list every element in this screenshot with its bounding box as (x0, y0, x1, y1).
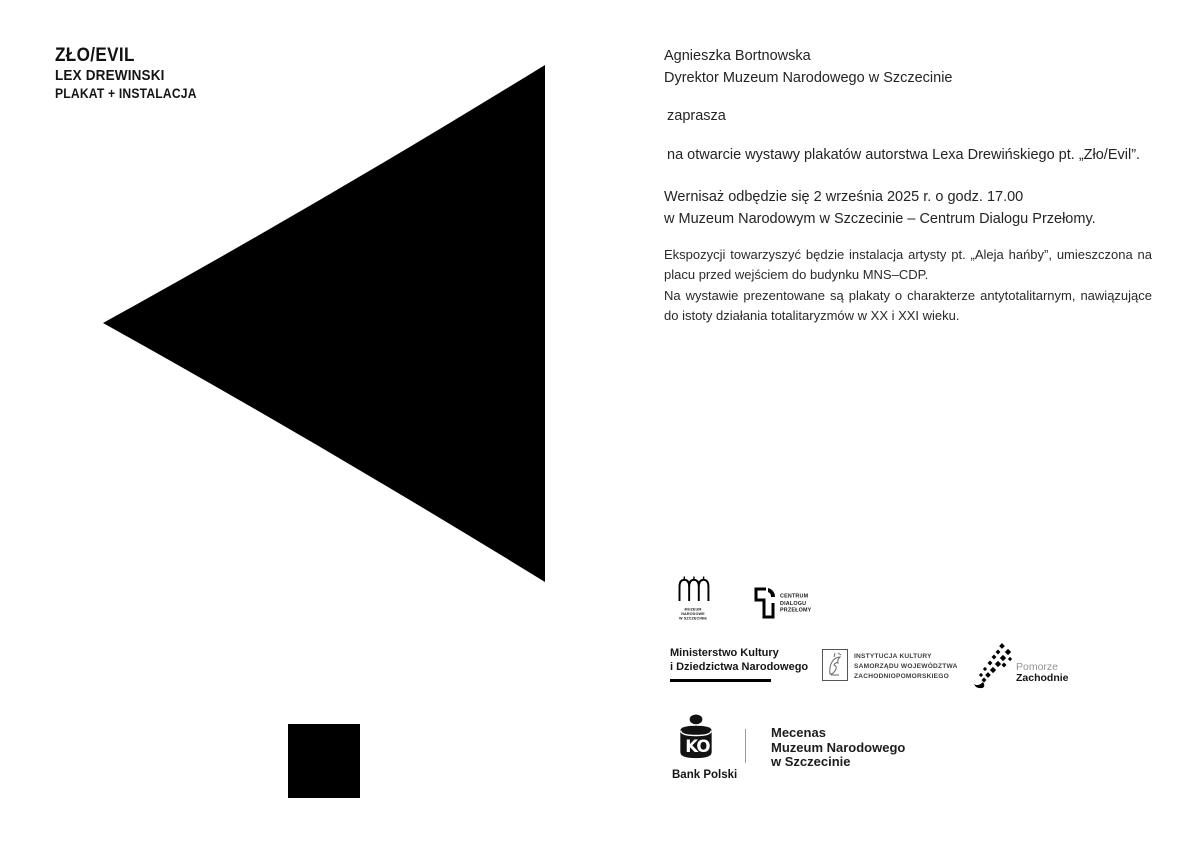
mns-logo (676, 575, 710, 634)
black-square-graphic (288, 724, 360, 798)
pomorze-label (1016, 662, 1069, 684)
exhibition-type: PLAKAT + INSTALACJA (55, 86, 197, 101)
patron-line1: Mecenas (771, 725, 826, 740)
event-line: na otwarcie wystawy plakatów autorstwa Lexa Drewińskiego pt. „Zło/Evil”. (667, 147, 1141, 163)
griffin-sprig-icon (973, 641, 1013, 691)
triangle-graphic (100, 60, 550, 587)
ministry-line2: i Dziedzictwa Narodowego (670, 660, 809, 673)
cdp-logo (752, 579, 832, 620)
vernissage-datetime: Wernisaż odbędzie się 2 września 2025 r. o godz. 17.00 (664, 189, 1024, 205)
svg-text:KO: KO (685, 737, 710, 757)
mns-label-line1: MUZEUM NARODOWE (681, 607, 705, 616)
cdp-label-line2: DIALOGU (780, 599, 807, 606)
pko-rotunda-icon (678, 714, 714, 761)
artist-name: LEX DREWINSKI (55, 67, 165, 84)
details-block (664, 245, 1152, 326)
pomorze-line1: Pomorze (1016, 661, 1059, 673)
host-role: Dyrektor Muzeum Narodowego w Szczecinie (664, 69, 953, 86)
museum-arches-icon (676, 575, 710, 602)
cdp-label-line1: CENTRUM (780, 592, 809, 599)
coat-of-arms-icon (822, 649, 848, 681)
pomorze-logo (973, 641, 1069, 691)
ministry-underline (670, 679, 771, 682)
mns-label-line2: W SZCZECINIE (678, 616, 708, 621)
details-paragraph-1: Ekspozycji towarzyszyć będzie instalacja artysty pt. „Aleja hańby”, umieszczona na placu przed wejściem do budynku MNS–CDP. (664, 247, 1152, 283)
pko-bank-label: Bank Polski (672, 769, 738, 781)
host-name: Agnieszka Bortnowska (664, 48, 811, 64)
cdp-icon (752, 586, 776, 620)
patron-line2: Muzeum Narodowego (771, 739, 906, 755)
institution-line1: INSTYTUCJA KULTURY (854, 652, 932, 660)
institution-line3: ZACHODNIOPOMORSKIEGO (854, 671, 949, 680)
patron-line3: w Szczecinie (771, 754, 851, 770)
title-block (55, 46, 197, 102)
cdp-label (780, 593, 811, 614)
pko-divider (745, 729, 746, 763)
ministry-line1: Ministerstwo Kultury (670, 647, 779, 659)
institution-line2: SAMORZĄDU WOJEWÓDZTWA (854, 662, 958, 670)
vernissage-venue: w Muzeum Narodowym w Szczecinie – Centrum Dialogu Przełomy. (664, 210, 1096, 227)
cdp-label-line3: PRZEŁOMY (780, 606, 812, 613)
ministry-logo (670, 647, 808, 682)
page-title: ZŁO/EVIL (55, 45, 135, 66)
pko-logo (672, 714, 738, 781)
pomorze-line2: Zachodnie (1016, 672, 1069, 684)
mns-label (676, 607, 710, 621)
vernissage-block (664, 187, 1096, 230)
host-block (664, 46, 953, 89)
details-paragraph-2: Na wystawie prezentowane są plakaty o charakterze antytotalitarnym, nawiązujące do istoty działania totalitaryzmów w XX i XXI wieku. (664, 287, 1152, 323)
patron-block (771, 726, 905, 770)
invite-word: zaprasza (667, 108, 726, 124)
institution-label (854, 651, 958, 681)
